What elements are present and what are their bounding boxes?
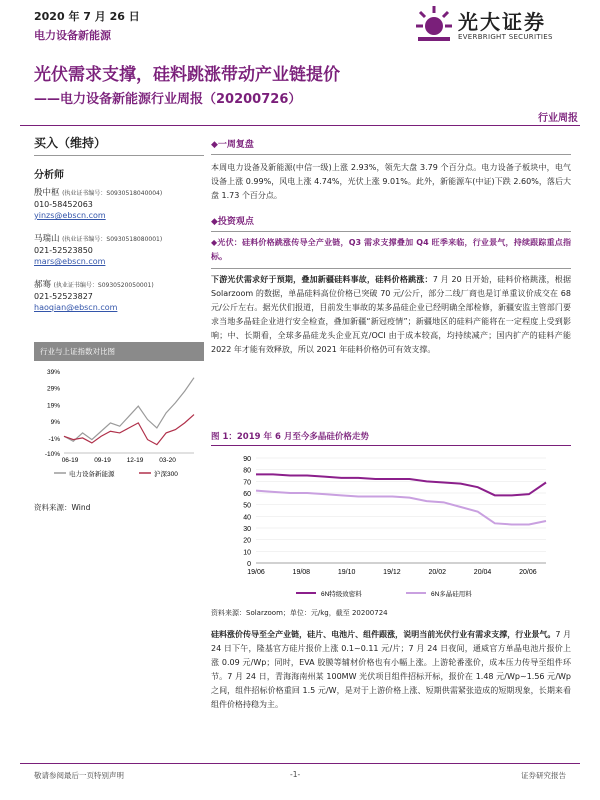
y-tick-label: 40 <box>243 514 251 522</box>
analyst-card <box>34 187 204 221</box>
y-tick-label: 30 <box>243 526 251 533</box>
analyst-cert: (执业证书编号：S0930518080001) <box>62 236 163 243</box>
analyst-cert: (执业证书编号：S0930518040004) <box>62 190 163 197</box>
rating: 买入（维持） <box>34 136 107 150</box>
main-content-2 <box>211 628 571 712</box>
y-tick-label: 90 <box>243 456 251 463</box>
footer-disclaimer: 敬请参阅最后一页特别声明 <box>34 771 124 780</box>
legend-label: 6N特级致密料 <box>321 591 362 598</box>
footer-divider <box>20 763 580 764</box>
y-tick-label: 80 <box>243 467 251 475</box>
report-title: 光伏需求支撑，硅料跳涨带动产业链提价 <box>34 65 340 85</box>
footer-report-type: 证券研究报告 <box>521 771 566 780</box>
para-lead: 硅料涨价传导至全产业链，硅片、电池片、组件跟涨，说明当前光伏行业有需求支撑，行业景气。 <box>211 630 556 639</box>
y-tick-label: 0 <box>247 561 251 568</box>
figure-title: 图 1：2019 年 6 月至今多晶硅价格走势 <box>211 432 369 442</box>
industry-section: 电力设备新能源 <box>34 29 111 42</box>
y-tick-label: -1% <box>48 435 60 443</box>
x-tick-label: 12-19 <box>126 457 144 464</box>
y-tick-label: 70 <box>243 479 251 487</box>
x-tick-label: 03-20 <box>159 457 176 464</box>
header-divider <box>20 125 580 126</box>
mini-chart-source: 资料来源：Wind <box>34 503 91 512</box>
x-tick-label: 20/06 <box>519 569 537 576</box>
figure-1 <box>211 430 571 610</box>
report-date: 2020 年 7 月 26 日 <box>34 10 140 23</box>
mini-chart-svg <box>34 361 204 489</box>
mini-chart-title: 行业与上证指数对比图 <box>34 342 204 361</box>
review-paragraph: 本周电力设备及新能源(中信一级)上涨 2.93%，领先大盘 3.79 个百分点。电力设备子板块中，电气设备上涨 0.99%，风电上涨 4.74%，光伏上涨 9.01%。此外，新能源车(中证)下跌 2.60%，落后大盘 1.73 个百分点。 <box>211 163 571 200</box>
section-heading-review: ◆一周复盘 <box>211 140 254 150</box>
heading-divider <box>211 231 571 232</box>
silicon-paragraph: 7 月 20 日开始，硅料价格跳涨，根据 Solarzoom 的数据，单晶硅料高位价格已突破 70 元/公斤，部分二线厂商也是订单重议价成交在 68 元/公斤左右。据光伏们报道，目前发生事故的某多晶硅企业已经明确全部检修，新疆安监主管部门要求当地多晶硅企业进行安全检查，叠加新疆“新冠疫情”；新疆地区的硅料产能将在一定程度上受到影响；中、长期看，全球多晶硅龙头企业瓦克/OCI 由于成本较高，均持续减产；国内扩产的硅料产能 2022 年才能有效释放，所以 2021 年硅料价格仍可有效支撑。 <box>211 275 571 354</box>
polysilicon-price-chart <box>211 446 571 606</box>
y-tick-label: 9% <box>50 419 60 427</box>
analyst-name: 马瑞山 <box>34 234 60 244</box>
analyst-card <box>34 279 204 313</box>
logo-subtext: EVERBRIGHT SECURITIES <box>458 33 553 41</box>
section-heading-views: ◆投资观点 <box>211 217 254 227</box>
y-tick-label: 29% <box>46 385 60 393</box>
analyst-card <box>34 233 204 267</box>
report-type: 行业周报 <box>538 113 578 124</box>
legend-label: 6N多晶硅用料 <box>431 591 472 598</box>
analyst-email[interactable]: yinzs@ebscn.com <box>34 211 106 220</box>
analyst-name: 郝骞 <box>34 280 52 290</box>
analyst-cert: (执业证书编号：S0930520050001) <box>53 282 154 289</box>
y-tick-label: 60 <box>243 491 251 498</box>
y-tick-label: 19% <box>46 402 60 410</box>
analysts-label: 分析师 <box>34 170 64 181</box>
x-tick-label: 19/12 <box>383 569 401 576</box>
para-lead: 下游光伏需求好于预期，叠加新疆硅料事故，硅料价格跳涨： <box>211 275 433 284</box>
y-tick-label: -10% <box>44 451 60 458</box>
chain-paragraph: 7 月 24 日下午，隆基官方硅片报价上涨 0.1~0.11 元/片；7 月 24 日夜间，通威官方单晶电池片报价上涨 0.09 元/Wp；同时，EVA 胶膜等辅材价格也有小幅上涨。上游轮番涨价，成本压力传导至组件环节。7 月 24 日，青海海南州某 100MW 光伏项目组件招标开标，报价在 1.48 元/Wp~1.56 元/Wp 之间，组件招标价格重回 1.5 元/W，是对于上游价格上涨、短期供需紧张造成的短期现象，长期来看组件价格持稳为主。 <box>211 630 572 709</box>
page-number: -1- <box>290 770 301 779</box>
x-tick-label: 19/08 <box>292 569 311 576</box>
series-line <box>64 378 194 442</box>
legend-label: 电力设备新能源 <box>69 471 115 478</box>
report-subtitle: ——电力设备新能源行业周报（20200726） <box>34 92 302 107</box>
rating-divider <box>34 155 204 156</box>
x-tick-label: 09-19 <box>94 457 111 464</box>
logo-sun-icon <box>414 4 454 44</box>
y-tick-label: 20 <box>243 537 251 545</box>
analyst-name: 殷中枢 <box>34 188 60 198</box>
sidebar <box>34 138 204 313</box>
x-tick-label: 19/06 <box>247 569 265 576</box>
industry-index-chart <box>34 342 204 492</box>
x-tick-label: 19/10 <box>337 569 356 576</box>
x-tick-label: 06-19 <box>61 457 79 464</box>
figure-source: 资料来源：Solarzoom；单位：元/kg，截至 20200724 <box>211 609 388 617</box>
analyst-phone: 010-58452063 <box>34 200 93 209</box>
main-content <box>211 138 571 357</box>
summary-divider <box>211 268 571 269</box>
heading-divider <box>211 154 571 155</box>
y-tick-label: 10 <box>243 549 251 557</box>
x-tick-label: 20/04 <box>473 569 492 576</box>
legend-label: 沪深300 <box>154 471 178 478</box>
series-line <box>64 415 194 445</box>
analyst-email[interactable]: mars@ebscn.com <box>34 257 106 266</box>
x-tick-label: 20/02 <box>428 569 447 576</box>
brand-logo <box>414 4 584 50</box>
y-tick-label: 39% <box>46 369 60 376</box>
analyst-phone: 021-52523827 <box>34 292 93 301</box>
y-tick-label: 50 <box>243 502 251 510</box>
analyst-email[interactable]: haoqian@ebscn.com <box>34 303 118 312</box>
pv-summary: ◆光伏：硅料价格跳涨传导全产业链，Q3 需求支撑叠加 Q4 旺季来临，行业景气，持续跟踪重点指标。 <box>211 238 571 261</box>
analyst-phone: 021-52523850 <box>34 246 93 255</box>
logo-text: 光大证券 <box>458 10 546 34</box>
